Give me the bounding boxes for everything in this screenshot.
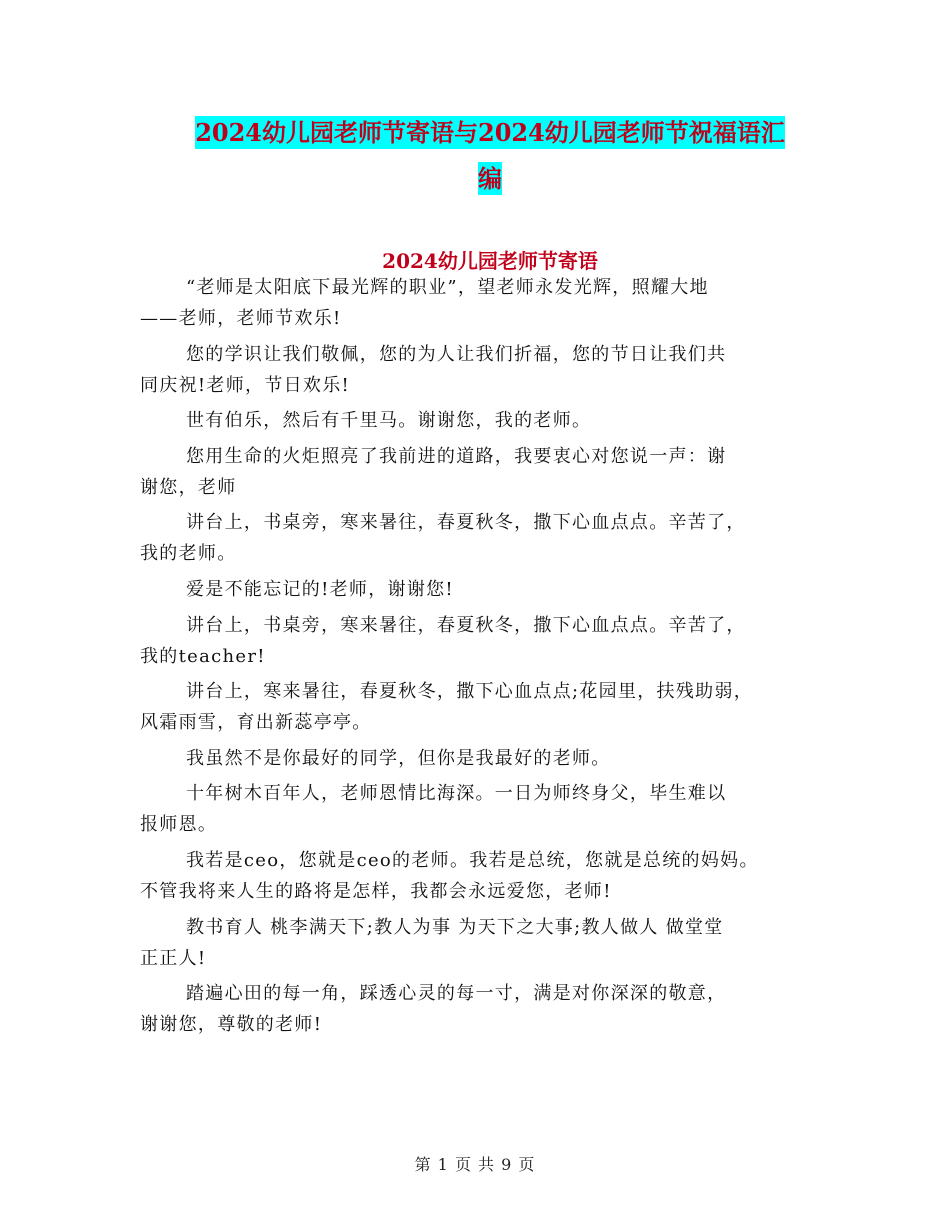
paragraph-line: 谢谢您，尊敬的老师! [140, 1014, 323, 1036]
paragraph-line: 世有伯乐，然后有千里马。谢谢您，我的老师。 [186, 410, 592, 432]
paragraph [140, 339, 835, 401]
paragraph-line: 爱是不能忘记的!老师，谢谢您! [186, 578, 454, 600]
paragraph-line: 教书育人 桃李满天下;教人为事 为天下之大事;教人做人 做堂堂 [186, 916, 724, 938]
paragraph-line: “老师是太阳底下最光辉的职业”，望老师永发光辉，照耀大地 [186, 277, 709, 298]
paragraph [140, 676, 835, 738]
paragraph-line: 讲台上，书桌旁，寒来暑往，春夏秋冬，撒下心血点点。辛苦了， [186, 614, 746, 636]
paragraph [140, 507, 835, 569]
title-line-2: 编 [478, 164, 502, 193]
paragraph-line: 讲台上，寒来暑往，春夏秋冬，撒下心血点点;花园里，扶残助弱， [186, 681, 754, 703]
paragraph [140, 405, 835, 436]
paragraph [140, 845, 835, 907]
document-title [140, 110, 840, 202]
page-footer: 第 1 页 共 9 页 [414, 1155, 536, 1174]
section-heading: 2024幼儿园老师节寄语 [382, 249, 598, 273]
title-line-1: 2024幼儿园老师节寄语与2024幼儿园老师节祝福语汇 [195, 118, 785, 147]
paragraph-line: 我的teacher! [140, 645, 266, 667]
paragraph-line: 讲台上，书桌旁，寒来暑往，春夏秋冬，撒下心血点点。辛苦了， [186, 512, 746, 534]
paragraph [140, 978, 835, 1040]
paragraph-line: ——老师，老师节欢乐! [140, 308, 342, 329]
paragraph [140, 778, 835, 840]
paragraph [140, 743, 835, 774]
paragraph-line: 您用生命的火炬照亮了我前进的道路，我要衷心对您说一声：谢 [186, 445, 727, 467]
paragraph [140, 912, 835, 974]
document-body [140, 272, 835, 1045]
paragraph-line: 我虽然不是你最好的同学，但你是我最好的老师。 [186, 747, 611, 769]
paragraph [140, 272, 835, 334]
paragraph-line: 报师恩。 [140, 814, 218, 836]
paragraph-line: 正正人! [140, 947, 207, 969]
paragraph-line: 您的学识让我们敬佩，您的为人让我们折福，您的节日让我们共 [186, 343, 727, 365]
paragraph-line: 风霜雨雪，育出新蕊亭亭。 [140, 712, 372, 734]
paragraph-line: 十年树木百年人，老师恩情比海深。一日为师终身父，毕生难以 [186, 783, 727, 805]
paragraph [140, 610, 835, 672]
paragraph-line: 谢您，老师 [140, 476, 237, 498]
paragraph-line: 我若是ceo，您就是ceo的老师。我若是总统，您就是总统的妈妈。 [186, 849, 759, 871]
paragraph-line: 踏遍心田的每一角，踩透心灵的每一寸，满是对你深深的敬意， [186, 983, 727, 1005]
paragraph-line: 不管我将来人生的路将是怎样，我都会永远爱您，老师! [140, 880, 612, 902]
paragraph [140, 574, 835, 605]
paragraph-line: 我的老师。 [140, 543, 237, 565]
paragraph [140, 441, 835, 503]
paragraph-line: 同庆祝!老师，节日欢乐! [140, 374, 351, 396]
